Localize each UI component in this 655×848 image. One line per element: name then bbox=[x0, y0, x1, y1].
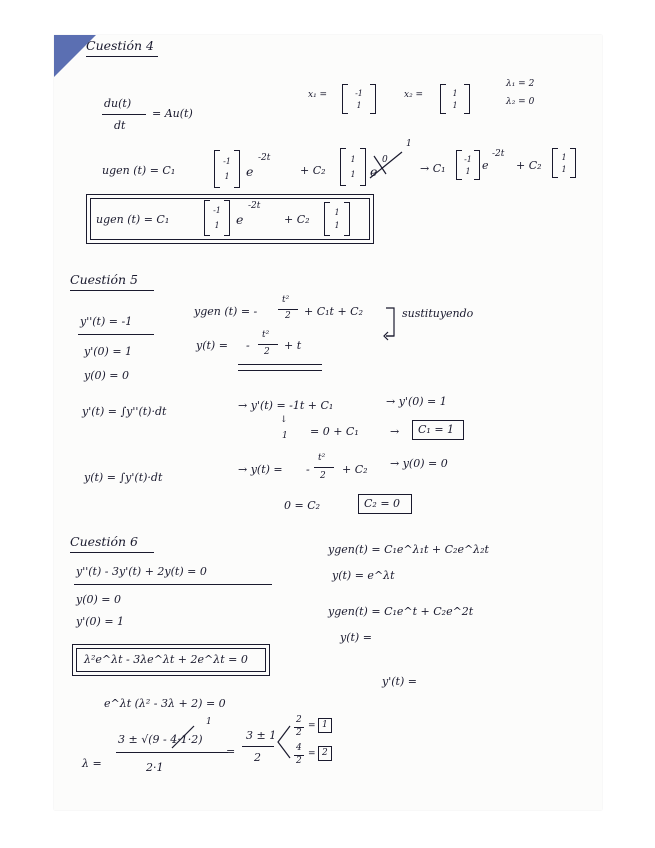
q6-strikeout-icon bbox=[168, 726, 202, 750]
q4-exp-power: -2t bbox=[258, 153, 271, 163]
q5-zero-c2: 0 = C₂ bbox=[284, 499, 321, 512]
q4-ugen-vector1: -1 1 bbox=[214, 150, 240, 188]
q5-y-int-bar bbox=[314, 467, 334, 468]
q5-y-lhs: y(t) = bbox=[196, 339, 228, 352]
q6-root2-value: 2 bbox=[322, 748, 328, 758]
q4-heading-underline bbox=[86, 56, 158, 57]
q4-final-vector1: -1 1 bbox=[204, 200, 230, 236]
q4-final-exp-power: -2t bbox=[248, 201, 261, 211]
q5-y-int-rest: + C₂ bbox=[342, 463, 368, 476]
q6-ic1: y(0) = 0 bbox=[76, 593, 122, 606]
q6-root2-eq: = bbox=[308, 749, 316, 759]
q6-root2-den: 2 bbox=[296, 756, 302, 766]
q6-lambda-eq: λ = bbox=[82, 757, 102, 770]
q5-y-int-minus: - bbox=[306, 463, 310, 476]
q4-x2-vector: 1 1 bbox=[440, 84, 470, 114]
q4-crossed-power: 0 bbox=[382, 155, 388, 165]
q5-y-bar bbox=[258, 344, 278, 345]
q6-ic2: y'(0) = 1 bbox=[76, 615, 125, 628]
q5-zero-line: = 0 + C₁ bbox=[310, 425, 359, 438]
q5-sustituyendo: sustituyendo bbox=[402, 307, 474, 320]
q4-note-one: 1 bbox=[406, 139, 412, 149]
q5-down-one: 1 bbox=[282, 431, 288, 441]
q5-ygen-rest: + C₁t + C₂ bbox=[304, 305, 363, 318]
q4-lambda2: λ₂ = 0 bbox=[506, 97, 535, 107]
q5-ygen-lhs: ygen (t) = - bbox=[194, 305, 258, 318]
q6-root1-den: 2 bbox=[296, 728, 302, 738]
q4-ugen-label: ugen (t) = C₁ bbox=[102, 164, 176, 177]
q4-derivative-denominator: dt bbox=[114, 119, 126, 132]
q6-simp-den: 2 bbox=[254, 751, 261, 764]
q4-x1-label: x₁ = bbox=[308, 90, 328, 100]
q5-y-underline1 bbox=[238, 364, 322, 365]
q4-final-plus-c2: + C₂ bbox=[284, 213, 310, 226]
q5-ygen-bar bbox=[278, 309, 298, 310]
q5-c2-value: C₂ = 0 bbox=[364, 497, 401, 510]
q5-ic2: y(0) = 0 bbox=[84, 369, 130, 382]
q5-ode: y''(t) = -1 bbox=[80, 315, 133, 328]
q4-rhs-vector2: 1 1 bbox=[552, 148, 576, 178]
q4-derivative-numerator: du(t) bbox=[104, 97, 132, 110]
q4-heading: Cuestión 4 bbox=[86, 38, 154, 53]
q4-arrow-c1: → C₁ bbox=[420, 162, 446, 175]
q5-y-int-num: t² bbox=[318, 453, 326, 463]
q6-factored: e^λt (λ² - 3λ + 2) = 0 bbox=[104, 697, 226, 710]
q5-y-integral: y(t) = ∫y'(t)·dt bbox=[84, 471, 163, 484]
q5-y-rest: + t bbox=[284, 339, 302, 352]
q5-y-underline2 bbox=[238, 370, 322, 371]
q5-heading: Cuestión 5 bbox=[70, 272, 138, 287]
q6-char-eq: λ²e^λt - 3λe^λt + 2e^λt = 0 bbox=[84, 653, 248, 666]
q6-one-above: 1 bbox=[206, 717, 212, 727]
q5-yprime-ic: → y'(0) = 1 bbox=[386, 395, 447, 408]
q4-rhs-plus-c2: + C₂ bbox=[516, 159, 542, 172]
q4-rhs-exp-base: e bbox=[482, 159, 489, 172]
q6-root2-num: 4 bbox=[296, 743, 302, 753]
q4-equation-rhs: = Au(t) bbox=[152, 107, 193, 120]
q4-final-label: ugen (t) = C₁ bbox=[96, 213, 170, 226]
q6-quad-bar bbox=[116, 752, 228, 753]
q5-ic1: y'(0) = 1 bbox=[84, 345, 133, 358]
q5-yprime-integral: y'(t) = ∫y''(t)·dt bbox=[82, 405, 167, 418]
q4-rhs-vector1: -1 1 bbox=[456, 150, 480, 180]
q4-final-exp-base: e bbox=[236, 212, 244, 227]
q4-fraction-bar bbox=[102, 114, 146, 115]
q5-yprime-result: → y'(t) = -1t + C₁ bbox=[238, 399, 334, 412]
q4-x1-vector: -1 1 bbox=[342, 84, 376, 114]
q6-heading: Cuestión 6 bbox=[70, 534, 138, 549]
q6-heading-underline bbox=[70, 552, 154, 553]
q6-y-trial: y(t) = e^λt bbox=[332, 569, 395, 582]
q4-exp-base: e bbox=[246, 164, 254, 179]
q5-c1-value: C₁ = 1 bbox=[418, 423, 455, 436]
q4-ugen-vector2: 1 1 bbox=[340, 148, 366, 186]
q6-quad-den: 2·1 bbox=[146, 761, 164, 774]
q6-root1-value: 1 bbox=[322, 720, 328, 730]
q5-ygen-num: t² bbox=[282, 295, 290, 305]
q4-rhs-exp-power: -2t bbox=[492, 149, 505, 159]
q4-lambda1: λ₁ = 2 bbox=[506, 79, 535, 89]
q4-strikeout-icon bbox=[368, 148, 408, 182]
q5-heading-underline bbox=[70, 290, 154, 291]
q4-final-vector2: 1 1 bbox=[324, 202, 350, 236]
q6-simp-bar bbox=[242, 746, 274, 747]
q5-y-int-ic: → y(0) = 0 bbox=[390, 457, 448, 470]
q6-eq-sign: = bbox=[226, 745, 236, 758]
q5-ygen-den: 2 bbox=[285, 311, 291, 321]
q6-ygen-specific: ygen(t) = C₁e^t + C₂e^2t bbox=[328, 605, 474, 618]
q6-quad-num: 3 ± √(9 - 4·1·2) bbox=[118, 733, 203, 746]
q6-simp-num: 3 ± 1 bbox=[246, 729, 277, 742]
q5-y-int-den: 2 bbox=[320, 471, 326, 481]
q6-root1-num: 2 bbox=[296, 715, 302, 725]
q5-y-den: 2 bbox=[264, 347, 270, 357]
q6-ode: y''(t) - 3y'(t) + 2y(t) = 0 bbox=[76, 565, 207, 578]
q4-crossed-exp: e bbox=[370, 164, 378, 179]
paper-sheet bbox=[54, 35, 602, 810]
q5-y-int-arrow: → y(t) = bbox=[238, 463, 283, 476]
q5-ode-underline bbox=[78, 334, 154, 335]
q5-c1-arrow: → bbox=[390, 425, 400, 438]
q6-ode-underline bbox=[74, 584, 272, 585]
q4-x2-label: x₂ = bbox=[404, 90, 424, 100]
q6-y-blank: y(t) = bbox=[340, 631, 372, 644]
q5-y-minus: - bbox=[246, 339, 250, 352]
q5-down-arrow-icon: ↓ bbox=[280, 415, 288, 425]
q6-branch-icon bbox=[276, 724, 292, 760]
q6-ygen-general: ygen(t) = C₁e^λ₁t + C₂e^λ₂t bbox=[328, 543, 489, 556]
q6-root1-eq: = bbox=[308, 721, 316, 731]
q6-yprime-blank: y'(t) = bbox=[382, 675, 417, 688]
q4-plus-c2: + C₂ bbox=[300, 164, 326, 177]
q5-y-num: t² bbox=[262, 330, 270, 340]
